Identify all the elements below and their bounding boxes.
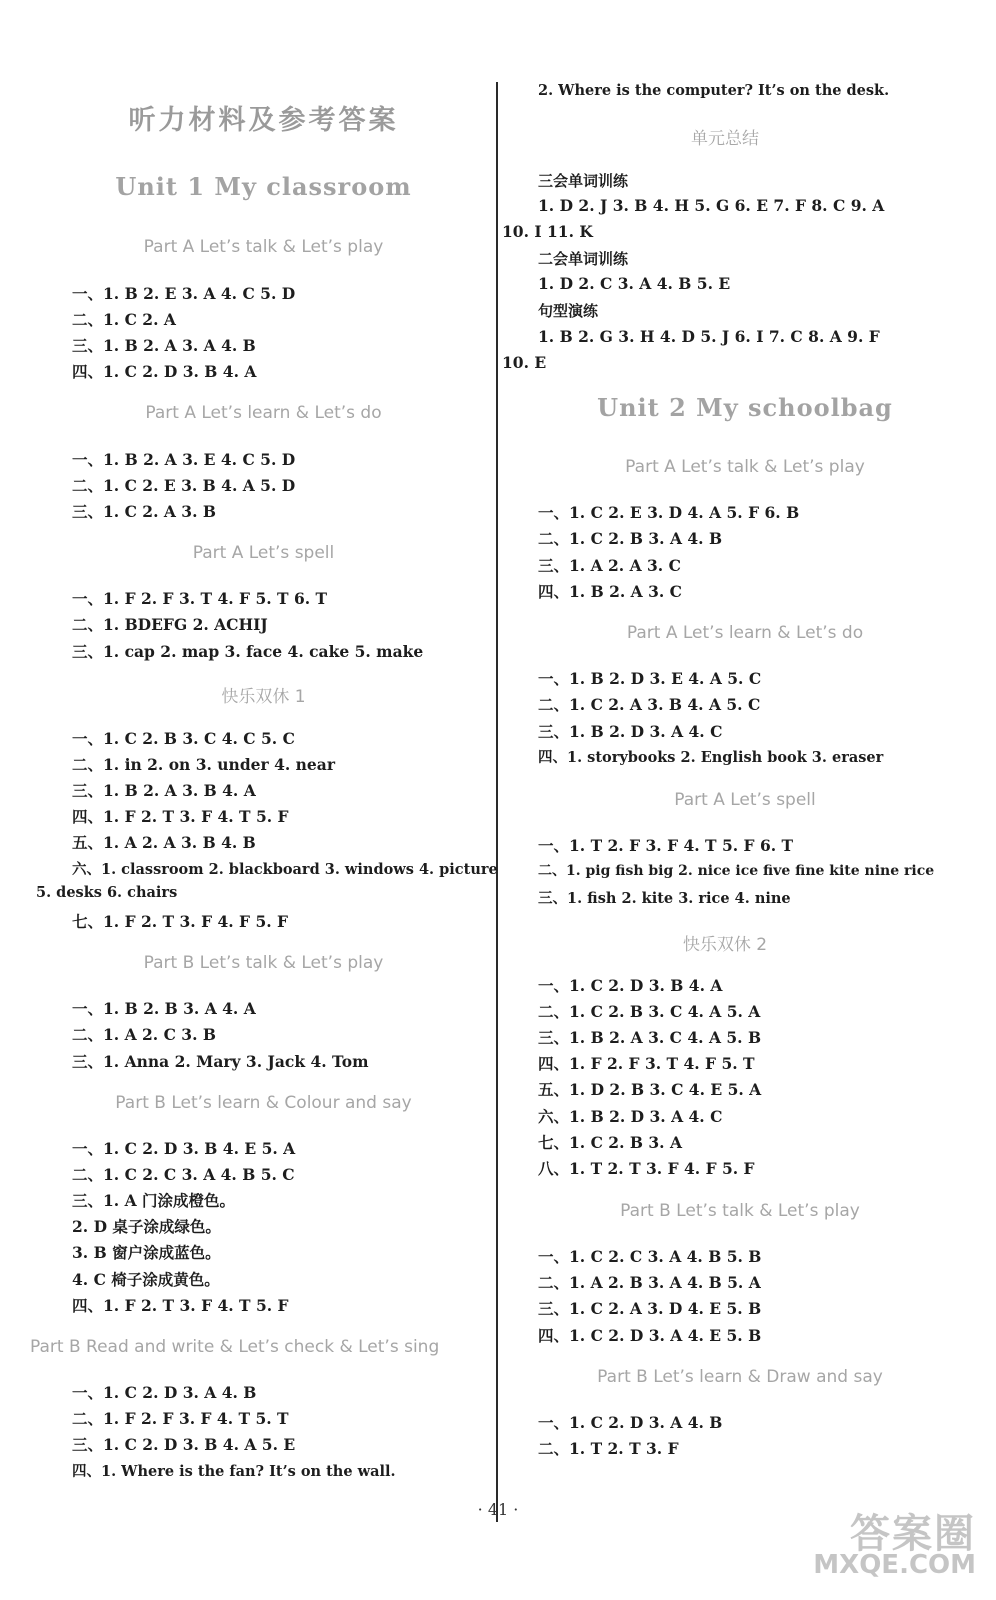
answer-line: 1. D 2. C 3. A 4. B 5. E	[538, 274, 731, 293]
answer-line: 1. B 2. G 3. H 4. D 5. J 6. I 7. C 8. A 9. F	[538, 327, 880, 346]
answer-line: 二、1. in 2. on 3. under 4. near	[72, 755, 336, 774]
answer-line: 一、1. C 2. D 3. B 4. A	[538, 976, 723, 995]
answer-line: 三、1. A 2. A 3. C	[538, 556, 681, 575]
answer-line: 八、1. T 2. T 3. F 4. F 5. F	[538, 1159, 755, 1178]
answer-line: 四、1. F 2. T 3. F 4. T 5. F	[72, 807, 289, 826]
answer-line: 一、1. B 2. A 3. E 4. C 5. D	[72, 450, 296, 469]
watermark-logo	[786, 1500, 976, 1590]
unit-1-title: Unit 1 My classroom	[115, 172, 412, 201]
answer-line: 二、1. C 2. C 3. A 4. B 5. C	[72, 1165, 295, 1184]
answer-line: 四、1. C 2. D 3. B 4. A	[72, 362, 257, 381]
answer-line: 三、1. B 2. A 3. B 4. A	[72, 781, 256, 800]
answer-line: 四、1. storybooks 2. English book 3. eraser	[538, 749, 884, 766]
u1-section-read-b: Part B Read and write & Let’s check & Let’s sing	[30, 1337, 440, 1357]
answer-line: 二、1. pig fish big 2. nice ice five fine kite nine rice	[538, 863, 935, 879]
answer-line: 2. D 桌子涂成绿色。	[72, 1217, 221, 1236]
juxing-label: 句型演练	[538, 302, 599, 320]
answer-line: 一、1. C 2. D 3. B 4. E 5. A	[72, 1139, 296, 1158]
u1-section-talk-a: Part A Let’s talk & Let’s play	[143, 237, 384, 257]
answer-line: 一、1. T 2. F 3. F 4. T 5. F 6. T	[538, 836, 794, 855]
answer-line: 三、1. fish 2. kite 3. rice 4. nine	[538, 890, 791, 907]
erhui-label: 二会单词训练	[538, 250, 629, 268]
answer-line: 五、1. A 2. A 3. B 4. B	[72, 833, 256, 852]
u1-section-weekend-1: 快乐双休 1	[221, 687, 306, 707]
answer-line: 1. D 2. J 3. B 4. H 5. G 6. E 7. F 8. C 9. A	[538, 196, 885, 215]
answer-line: 二、1. C 2. B 3. A 4. B	[538, 529, 723, 548]
answer-line: 5. desks 6. chairs	[36, 884, 178, 901]
watermark-text: 答案圈	[850, 1511, 976, 1557]
page-title: 听力材料及参考答案	[128, 105, 399, 136]
column-divider	[496, 82, 498, 1522]
answer-line: 二、1. BDEFG 2. ACHIJ	[72, 615, 268, 634]
answer-line: 四、1. B 2. A 3. C	[538, 582, 682, 601]
answer-line: 七、1. C 2. B 3. A	[538, 1133, 682, 1152]
answer-line: 二、1. A 2. C 3. B	[72, 1025, 216, 1044]
answer-line: 一、1. C 2. C 3. A 4. B 5. B	[538, 1247, 762, 1266]
answer-line: 六、1. classroom 2. blackboard 3. windows 4. picture	[72, 861, 498, 878]
answer-line: 二、1. C 2. B 3. C 4. A 5. A	[538, 1002, 761, 1021]
answer-line: 二、1. C 2. A 3. B 4. A 5. C	[538, 695, 761, 714]
answer-line: 2. Where is the computer? It’s on the desk.	[538, 82, 890, 99]
u1-section-learn-b: Part B Let’s learn & Colour and say	[115, 1093, 412, 1113]
answer-line: 五、1. D 2. B 3. C 4. E 5. A	[538, 1080, 762, 1099]
answer-line: 三、1. B 2. A 3. C 4. A 5. B	[538, 1028, 762, 1047]
answer-line: 四、1. F 2. T 3. F 4. T 5. F	[72, 1296, 289, 1315]
answer-line: 10. E	[502, 353, 547, 372]
answer-line: 三、1. Anna 2. Mary 3. Jack 4. Tom	[72, 1052, 369, 1071]
u1-section-spell-a: Part A Let’s spell	[192, 543, 335, 563]
answer-line: 三、1. B 2. A 3. A 4. B	[72, 336, 256, 355]
answer-line: 六、1. B 2. D 3. A 4. C	[538, 1107, 723, 1126]
u2-section-talk-b: Part B Let’s talk & Let’s play	[620, 1201, 860, 1221]
answer-line: 二、1. C 2. E 3. B 4. A 5. D	[72, 476, 296, 495]
answer-line: 二、1. F 2. F 3. F 4. T 5. T	[72, 1409, 289, 1428]
answer-line: 二、1. T 2. T 3. F	[538, 1439, 679, 1458]
unit-summary-title: 单元总结	[691, 129, 759, 149]
answer-line: 4. C 椅子涂成黄色。	[72, 1270, 220, 1289]
u2-section-spell-a: Part A Let’s spell	[674, 790, 816, 810]
watermark-subtext: MXQE.COM	[813, 1550, 976, 1580]
answer-line: 三、1. C 2. D 3. B 4. A 5. E	[72, 1435, 296, 1454]
answer-line: 一、1. B 2. D 3. E 4. A 5. C	[538, 669, 762, 688]
answer-line: 四、1. C 2. D 3. A 4. E 5. B	[538, 1326, 762, 1345]
answer-line: 四、1. F 2. F 3. T 4. F 5. T	[538, 1054, 755, 1073]
answer-line: 三、1. A 门涂成橙色。	[72, 1191, 236, 1210]
u2-section-talk-a: Part A Let’s talk & Let’s play	[625, 457, 865, 477]
answer-line: 三、1. C 2. A 3. D 4. E 5. B	[538, 1299, 762, 1318]
answer-line: 三、1. C 2. A 3. B	[72, 502, 216, 521]
answer-line: 一、1. C 2. E 3. D 4. A 5. F 6. B	[538, 503, 800, 522]
answer-line: 一、1. C 2. B 3. C 4. C 5. C	[72, 729, 295, 748]
answer-line: 二、1. A 2. B 3. A 4. B 5. A	[538, 1273, 761, 1292]
u2-section-weekend-2: 快乐双休 2	[682, 935, 768, 955]
sanhui-label: 三会单词训练	[538, 172, 629, 190]
answer-line: 三、1. cap 2. map 3. face 4. cake 5. make	[72, 642, 424, 661]
u1-section-learn-a: Part A Let’s learn & Let’s do	[145, 403, 382, 423]
page-number: · 41 ·	[477, 1500, 519, 1519]
u2-section-learn-a: Part A Let’s learn & Let’s do	[626, 623, 864, 643]
answer-line: 一、1. B 2. B 3. A 4. A	[72, 999, 256, 1018]
answer-line: 3. B 窗户涂成蓝色。	[72, 1243, 221, 1262]
answer-line: 10. I 11. K	[502, 222, 593, 241]
u1-section-talk-b: Part B Let’s talk & Let’s play	[143, 953, 384, 973]
answer-line: 三、1. B 2. D 3. A 4. C	[538, 722, 723, 741]
answer-line: 一、1. F 2. F 3. T 4. F 5. T 6. T	[72, 589, 328, 608]
answer-line: 二、1. C 2. A	[72, 310, 176, 329]
unit-2-title: Unit 2 My schoolbag	[597, 393, 893, 422]
answer-line: 一、1. B 2. E 3. A 4. C 5. D	[72, 284, 296, 303]
u2-section-learn-b: Part B Let’s learn & Draw and say	[597, 1367, 883, 1387]
answer-line: 一、1. C 2. D 3. A 4. B	[538, 1413, 723, 1432]
answer-line: 一、1. C 2. D 3. A 4. B	[72, 1383, 257, 1402]
answer-line: 七、1. F 2. T 3. F 4. F 5. F	[72, 912, 289, 931]
answer-line: 四、1. Where is the fan? It’s on the wall.	[72, 1463, 396, 1480]
